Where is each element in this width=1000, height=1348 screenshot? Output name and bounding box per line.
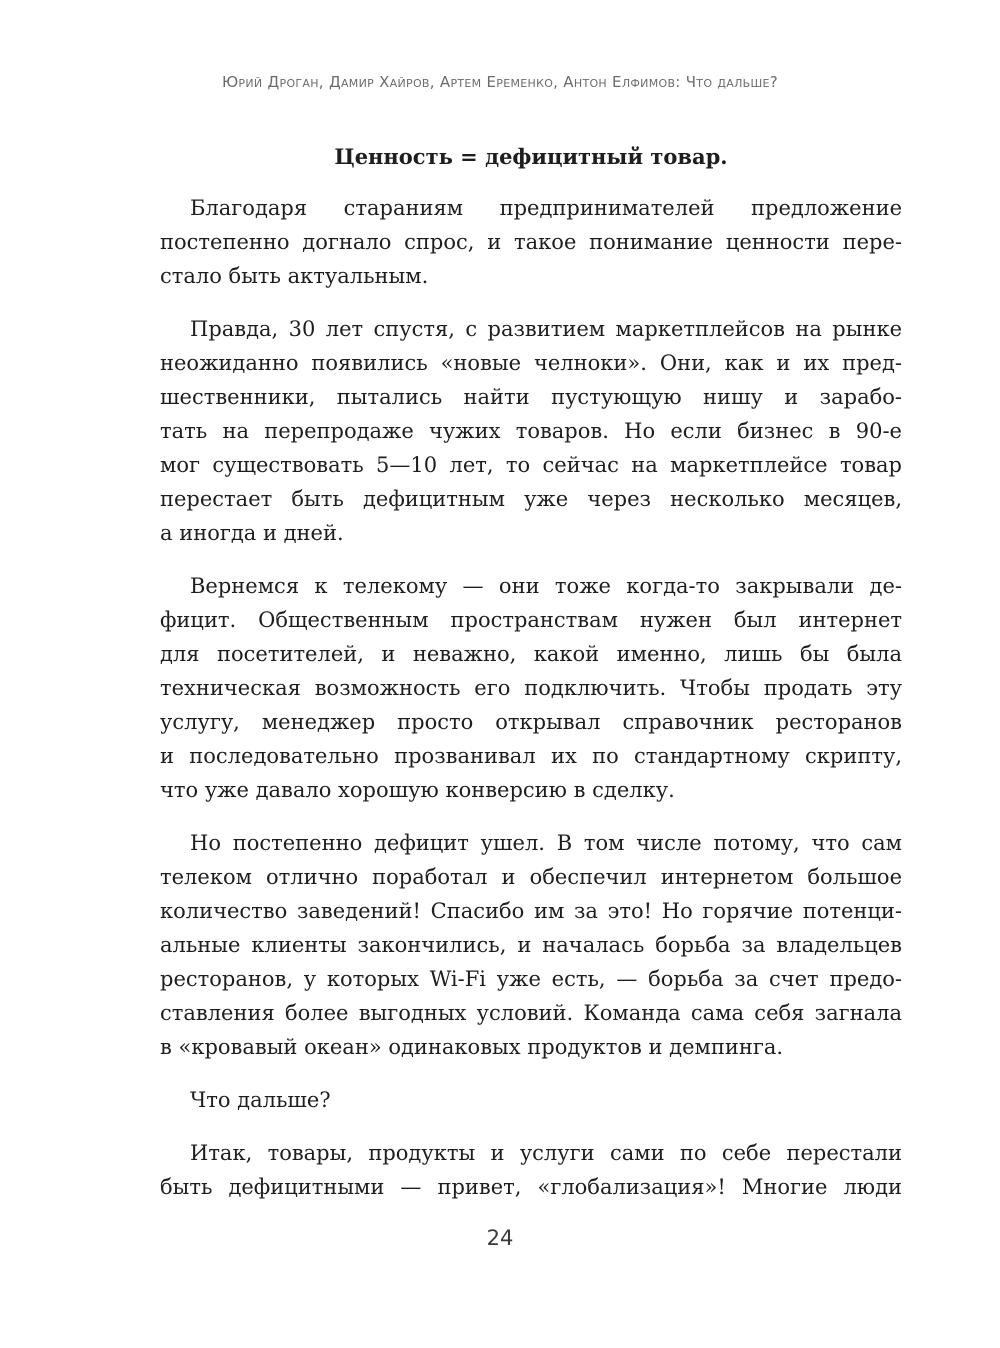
paragraph [160, 826, 902, 1064]
text-line: Но постепенно дефицит ушел. В том числе потому, что сам [190, 831, 902, 855]
text-line: техническая возможность его подключить. Чтобы продать эту [160, 676, 902, 700]
text-line: Итак, товары, продукты и услуги сами по себе перестали [190, 1141, 902, 1165]
paragraph [160, 191, 902, 293]
text-line: Вернемся к телекому — они тоже когда-то закрывали де- [190, 574, 902, 598]
text-line: ресторанов, у которых Wi-Fi уже есть, — борьба за счет предо- [160, 967, 902, 991]
text-line: и последовательно прозванивал их по стандартному скрипту, [160, 744, 902, 768]
text-line: телеком отлично поработал и обеспечил интернетом большое [160, 865, 902, 889]
text-line: стало быть актуальным. [160, 264, 429, 288]
text-line: услугу, менеджер просто открывал справочник ресторанов [160, 710, 902, 734]
text-line: тать на перепродаже чужих товаров. Но если бизнес в 90-е [160, 419, 902, 443]
paragraph [160, 1083, 902, 1117]
paragraph [160, 1136, 902, 1204]
page-content [160, 140, 902, 1223]
text-line: Благодаря стараниям предпринимателей предложение [190, 196, 902, 220]
text-line: количество заведений! Спасибо им за это! Но горячие потенци- [160, 899, 902, 923]
paragraph [160, 312, 902, 550]
running-header: Юрий Дроган, Дамир Хайров, Артем Еременко, Антон Елфимов: Что дальше? [221, 73, 779, 91]
text-line: шественники, пытались найти пустующую нишу и зарабо- [160, 385, 902, 409]
text-line: в «кровавый океан» одинаковых продуктов и демпинга. [160, 1035, 784, 1059]
text-line: фицит. Общественным пространствам нужен был интернет [160, 608, 902, 632]
page-number: 24 [486, 1226, 514, 1250]
text-line: что уже давало хорошую конверсию в сделку. [160, 778, 675, 802]
text-line: постепенно догнало спрос, и такое понимание ценности пере- [160, 230, 902, 254]
text-line: альные клиенты закончились, и началась борьба за владельцев [160, 933, 902, 957]
text-line: Правда, 30 лет спустя, с развитием маркетплейсов на рынке [190, 317, 902, 341]
text-line: быть дефицитными — привет, «глобализация»! Многие люди [160, 1175, 902, 1199]
text-line: а иногда и дней. [160, 521, 344, 545]
paragraph [160, 569, 902, 807]
text-line: Что дальше? [190, 1088, 331, 1112]
text-line: неожиданно появились «новые челноки». Они, как и их пред- [160, 351, 902, 375]
text-line: для посетителей, и неважно, какой именно, лишь бы была [160, 642, 902, 666]
section-heading: Ценность = дефицитный товар. [334, 144, 728, 169]
text-line: перестает быть дефицитным уже через несколько месяцев, [160, 487, 902, 511]
text-line: мог существовать 5—10 лет, то сейчас на маркетплейсе товар [160, 453, 902, 477]
text-line: ставления более выгодных условий. Команда сама себя загнала [160, 1001, 902, 1025]
